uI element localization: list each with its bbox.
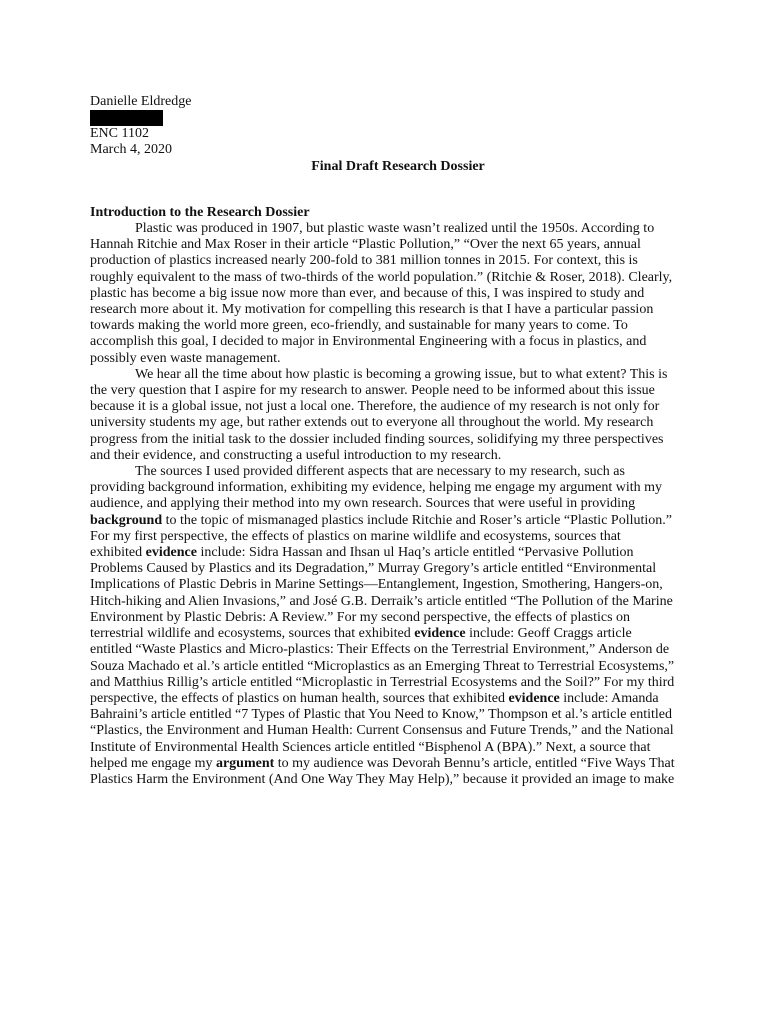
paragraph-3-text: include: Amanda Bahraini’s article entitled “7 Types of Plastic that You Need to Know,” Thompson et al.’s article entitled “Plastics, the Environment and Human Health: Current Consensus and Future Trends,” and the National Institute of Environmental Health Sciences article entitled “Bisphenol A (BPA).” Next, a source that helped me engage my bbox=[90, 690, 674, 771]
keyword-evidence: evidence bbox=[414, 626, 466, 642]
document-page bbox=[90, 94, 676, 788]
keyword-background: background bbox=[90, 512, 163, 528]
paragraph-3-text: The sources I used provided different aspects that are necessary to my research, such as providing background information, exhibiting my evidence, helping me engage my argument with my audience, and applying their method into my own research. Sources that were useful in providing bbox=[90, 464, 663, 512]
paragraph-3-text: to my audience was Devorah Bennu’s article, entitled “Five Ways That Plastics Harm the Environment (And One Way They May Help),” because it provided an image to make bbox=[90, 755, 675, 787]
paragraph-3-text: to the topic of mismanaged plastics include Ritchie and Roser’s article “Plastic Pollution.” For my first perspective, the effects of plastics on marine wildlife and ecosystems, sources that exhibited bbox=[90, 512, 672, 561]
keyword-evidence: evidence bbox=[508, 690, 560, 706]
section-heading: Introduction to the Research Dossier bbox=[90, 204, 310, 220]
paragraph-1: Plastic was produced in 1907, but plastic waste wasn’t realized until the 1950s. According to Hannah Ritchie and Max Roser in their article “Plastic Pollution,” “Over the next 65 years, annual production of plastics increased nearly 200-fold to 381 million tonnes in 2015. For context, this is roughly equivalent to the mass of two-thirds of the world population.” (Ritchie & Roser, 2018). Clearly, plastic has become a big issue now more than ever, and because of this, I was inspired to study and research more about it. My motivation for compelling this research is that I have a particular passion towards making the world more green, eco-friendly, and sustainable for many years to come. To accomplish this goal, I decided to major in Environmental Engineering with a focus in plastics, and possibly even waste management. bbox=[90, 221, 673, 366]
course-code: ENC 1102 bbox=[90, 126, 149, 142]
keyword-argument: argument bbox=[215, 755, 275, 771]
keyword-evidence: evidence bbox=[145, 545, 197, 561]
document-title: Final Draft Research Dossier bbox=[311, 158, 485, 174]
paragraph-3-text: include: Sidra Hassan and Ihsan ul Haq’s article entitled “Pervasive Pollution Problems Caused by Plastics and its Degradation,” Murray Gregory’s article entitled “Environmental Implications of Plastic Debris in Marine Settings—Entanglement, Ingestion, Smothering, Hangers-on, Hitch-hiking and Alien Invasions,” and José G.B. Derraik’s article entitled “The Pollution of the Marine Environment by Plastic Debris: A Review.” For my second perspective, the effects of plastics on terrestrial wildlife and ecosystems, sources that exhibited bbox=[90, 545, 673, 642]
author-name: Danielle Eldredge bbox=[90, 94, 192, 109]
document-date: March 4, 2020 bbox=[90, 142, 173, 158]
redacted-id-block bbox=[90, 110, 163, 126]
paragraph-3-text: include: Geoff Craggs article entitled “Waste Plastics and Micro-plastics: Their Effects on the Terrestrial Environment,” Anderson de Souza Machado et al.’s article entitled “Microplastics as an Emerging Threat to Terrestrial Ecosystems,” and Matthius Rillig’s article entitled “Microplastic in Terrestrial Ecosystems and the Soil?” For my third perspective, the effects of plastics on human health, sources that exhibited bbox=[90, 626, 675, 706]
paragraph-3 bbox=[90, 464, 676, 788]
paragraph-2: We hear all the time about how plastic is becoming a growing issue, but to what extent? This is the very question that I aspire for my research to answer. People need to be informed about this issue because it is a global issue, not just a local one. Therefore, the audience of my research is not only for university students my age, but rather extends out to everyone all throughout the world. My research progress from the initial task to the dossier included finding sources, solidifying my three perspectives and their evidence, and constructing a useful introduction to my research. bbox=[90, 366, 668, 463]
